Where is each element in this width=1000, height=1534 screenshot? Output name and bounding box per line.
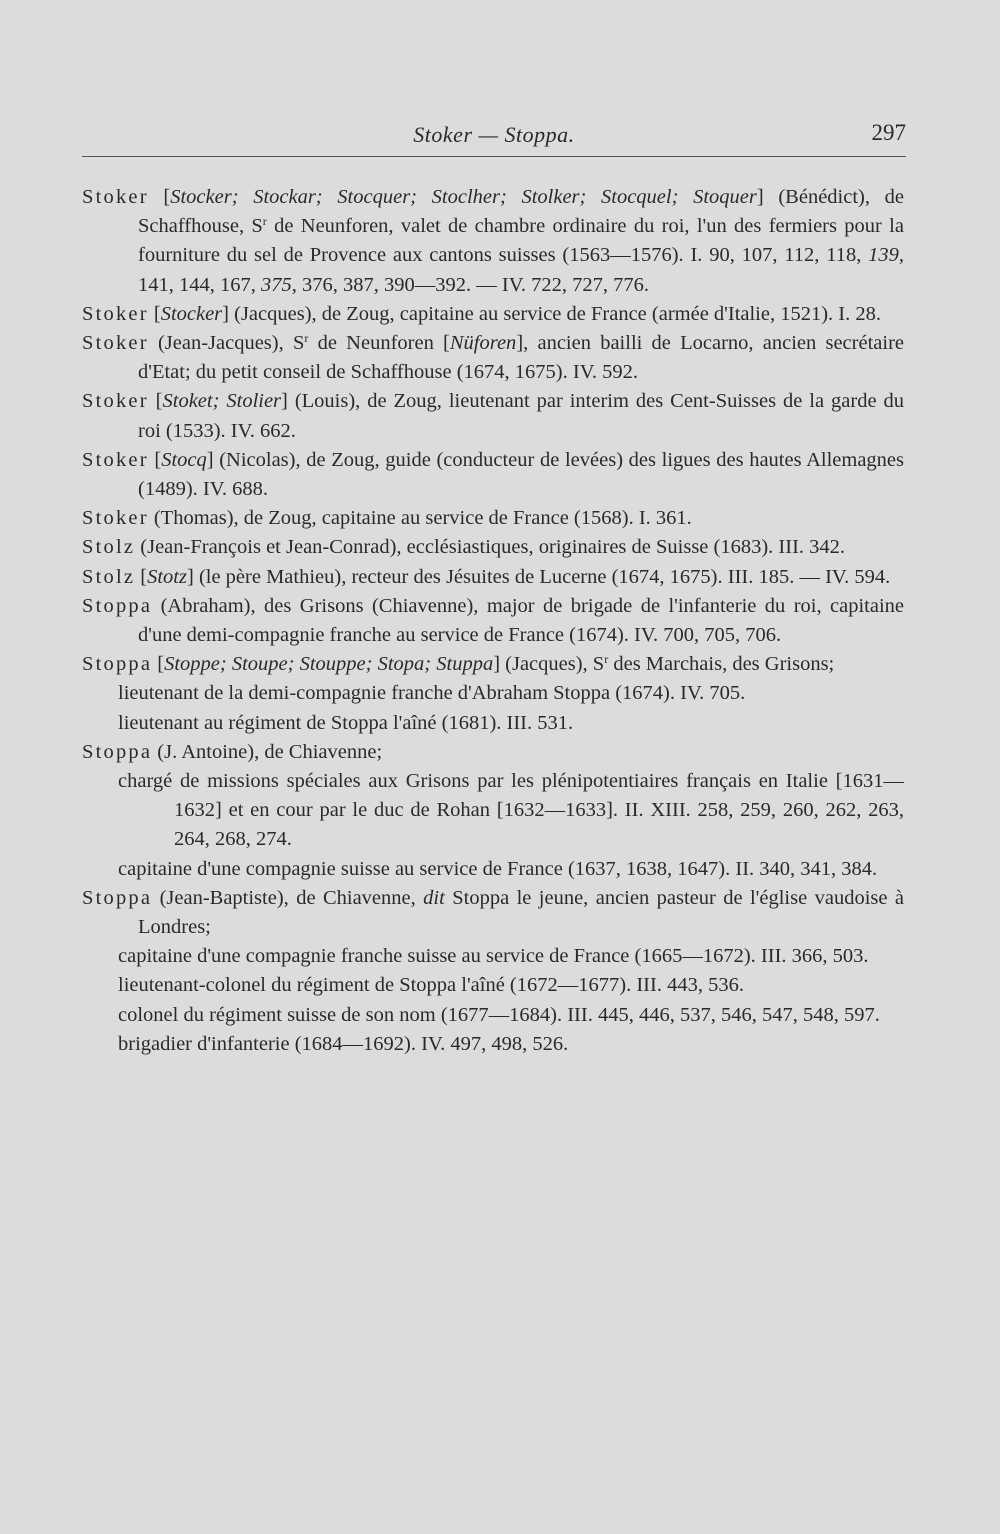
entry-variants: Stocker — [160, 302, 223, 325]
italic-reference: 139 — [868, 244, 899, 267]
index-entry — [82, 738, 904, 767]
sub-entry: lieutenant-colonel du régiment de Stoppa l'aîné (1672—1677). III. 443, 536. — [118, 974, 744, 997]
page-header — [82, 122, 906, 157]
entry-text: (Nicolas), de Zoug, guide (conducteur de levées) des ligues des hautes Allemagnes (1489). IV. 688. — [138, 448, 904, 501]
entry-text: (le père Mathieu), recteur des Jésuites de Lucerne (1674, 1675). III. 185. — IV. 594. — [193, 565, 891, 588]
entry-variants: Stocker; Stockar; Stocquer; Stoclher; Stolker; Stocquel; Stoquer — [170, 186, 757, 208]
index-entry: Stoker [Stocker] (Jacques), de Zoug, capitaine au service de France (armée d'Italie, 1521). I. 28. — [82, 302, 882, 325]
entry-text: (J. Antoine), de Chiavenne; — [152, 740, 383, 763]
entry-text: (Jacques), de Zoug, capitaine au service de France (armée d'Italie, 1521). I. 28. — [229, 302, 882, 325]
index-entry — [82, 504, 904, 533]
entry-text: (Jacques), S — [500, 653, 605, 676]
sub-entry: capitaine d'une compagnie franche suisse au service de France (1665—1672). III. 366, 503. — [118, 945, 869, 968]
entry-name: Stoker — [82, 302, 149, 325]
entry-variants: Stoket; Stolier — [162, 390, 282, 413]
entry-name: Stoppa — [82, 740, 153, 763]
entry-name: Stoker — [82, 186, 149, 208]
index-entry — [82, 533, 904, 562]
index-entry: Stoppa [Stoppe; Stoupe; Stouppe; Stopa; Stuppa] (Jacques), $S^r$ des Marchais, des Grisons; — [82, 652, 835, 676]
entry-name: Stoker — [82, 390, 149, 413]
index-entry — [82, 592, 904, 650]
entry-variants: Stotz — [147, 565, 187, 588]
sub-entry: colonel du régiment suisse de son nom (1677—1684). III. 445, 446, 537, 546, 547, 548, 597. — [118, 1003, 880, 1026]
superscript: r — [604, 652, 609, 667]
entry-text: , 376, 387, 390—392. — IV. 722, 727, 776. — [291, 273, 649, 296]
entry-text: (Thomas), de Zoug, capitaine au service de France (1568). I. 361. — [148, 507, 692, 530]
italic-word: dit — [423, 886, 445, 909]
entry-name: Stoppa — [82, 594, 153, 617]
entry-name: Stolz — [82, 536, 136, 559]
index-body — [82, 183, 904, 1059]
sub-entry: chargé de missions spéciales aux Grisons par les plénipotentiaires français en Italie [1631—1632] et en cour par le duc de Rohan [1632—1633]. II. XIII. 258, 259, 260, 262, 263, 264, 268, 274. — [118, 770, 904, 851]
index-entry — [82, 884, 904, 942]
entry-text: (Jean-Baptiste), de Chiavenne, — [152, 886, 424, 909]
entry-text: Stoppa le jeune, ancien pasteur de l'église vaudoise à Londres; — [138, 886, 904, 939]
entry-name: Stoker — [82, 507, 149, 530]
sub-entry: brigadier d'infanterie (1684—1692). IV. 497, 498, 526. — [118, 1032, 569, 1055]
index-entry — [82, 329, 904, 387]
entry-text: (Jean-Jacques), S — [148, 332, 305, 355]
entry-text: (Jean-François et Jean-Conrad), ecclésiastiques, originaires de Suisse (1683). III. 342. — [135, 536, 846, 559]
index-entry: Stoker [Stocq] (Nicolas), de Zoug, guide (conducteur de levées) des ligues des hautes Allemagnes (1489). IV. 688. — [82, 448, 904, 501]
entry-text: de Neunforen [ — [308, 332, 450, 355]
entry-text: de Neunforen, valet de chambre ordinaire du roi, l'un des fermiers pour la fourniture du sel de Provence aux cantons suisses (1563—1576). I. 90, 107, 112, 118, — [138, 215, 904, 267]
index-entry: Stolz [Stotz] (le père Mathieu), recteur des Jésuites de Lucerne (1674, 1675). III. 185. — IV. 594. — [82, 565, 891, 588]
entry-text: ], ancien bailli de Locarno, ancien secrétaire d'Etat; du petit conseil de Schaffhouse (1674, 1675). IV. 592. — [138, 332, 904, 384]
entry-text: des Marchais, des Grisons; — [608, 653, 835, 676]
sub-entry: lieutenant au régiment de Stoppa l'aîné (1681). III. 531. — [118, 711, 574, 734]
entry-text: (Louis), de Zoug, lieutenant par interim des Cent-Suisses de la garde du roi (1533). IV. 662. — [138, 390, 905, 442]
page-number: 297 — [871, 120, 906, 145]
superscript: r — [304, 331, 309, 346]
italic-reference: 375 — [261, 273, 292, 296]
entry-name: Stoppa — [82, 653, 153, 676]
entry-variants: Stocq — [161, 448, 207, 471]
running-title: Stoker — Stoppa. — [413, 122, 575, 147]
entry-name: Stolz — [82, 565, 136, 588]
italic-variant: Nüforen — [449, 332, 517, 355]
index-entry: Stoker [Stocker; Stockar; Stocquer; Stoclher; Stolker; Stocquel; Stoquer] (Bénédict), de Schaffhouse, $S^r$ de Neunforen, valet de chambre ordinaire du roi, l'un des fermiers pour la fourniture du sel de Provence aux cantons suisses (1563—1576). I. 90, 107, 112, 118, 139, 141, 144, 167, 375, 376, 387, 390—392. — IV. 722, 727, 776. — [82, 186, 904, 296]
entry-variants: Stoppe; Stoupe; Stouppe; Stopa; Stuppa — [164, 653, 494, 676]
entry-name: Stoppa — [82, 886, 153, 909]
entry-name: Stoker — [82, 332, 149, 355]
entry-name: Stoker — [82, 448, 149, 471]
sub-entry: lieutenant de la demi-compagnie franche d'Abraham Stoppa (1674). IV. 705. — [118, 682, 746, 705]
index-entry: Stoker [Stoket; Stolier] (Louis), de Zoug, lieutenant par interim des Cent-Suisses de la garde du roi (1533). IV. 662. — [82, 390, 905, 442]
entry-text: (Bénédict), de Schaffhouse, S — [138, 186, 904, 238]
entry-text: (Abraham), des Grisons (Chiavenne), major de brigade de l'infanterie du roi, capitaine d'une demi-compagnie franche au service de France (1674). IV. 700, 705, 706. — [138, 594, 904, 647]
entry-text: , 141, 144, 167, — [138, 244, 904, 296]
superscript: r — [262, 214, 267, 229]
sub-entry: capitaine d'une compagnie suisse au service de France (1637, 1638, 1647). II. 340, 341, 384. — [118, 857, 878, 880]
